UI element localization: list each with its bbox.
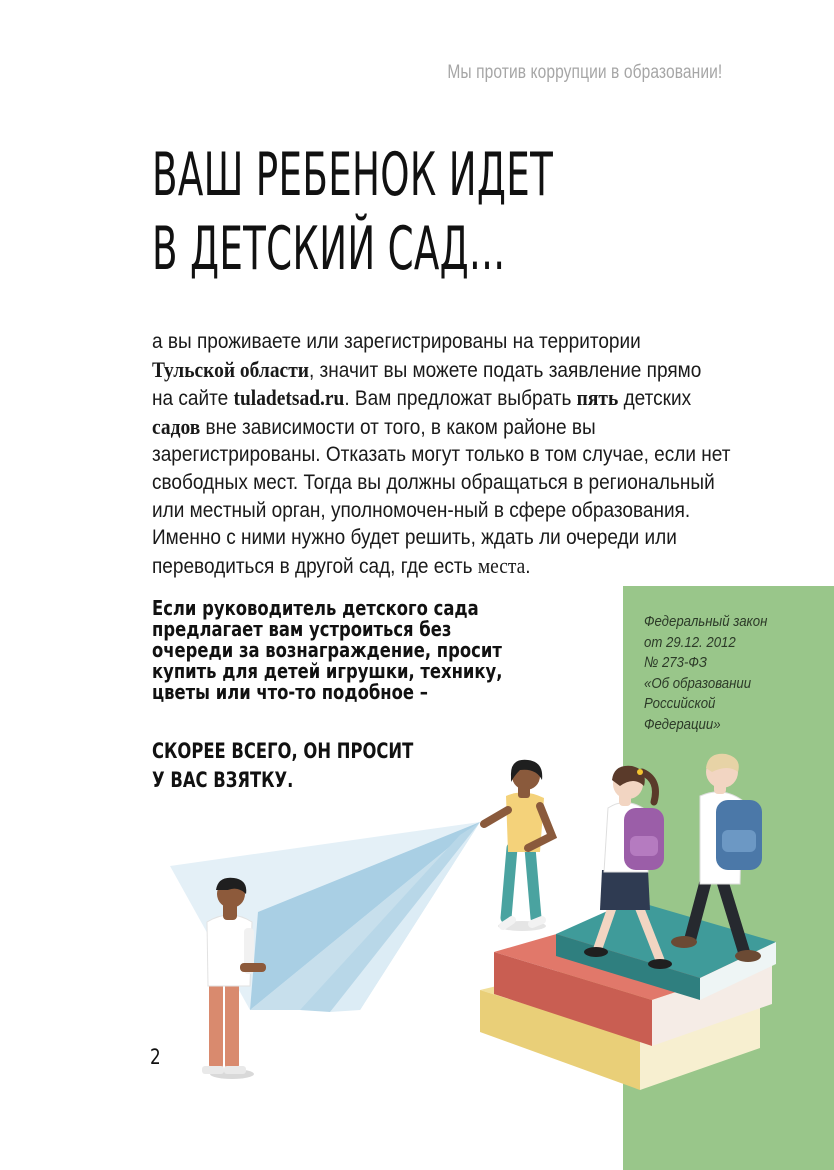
law-note-line: Федеральный закон: [644, 613, 768, 630]
law-note-line: «Об образовании: [644, 674, 752, 692]
page-title-line-1: ВАШ РЕБЕНОК ИДЕТ: [152, 140, 554, 210]
intro-line: [152, 384, 701, 413]
boy-left: [202, 878, 266, 1079]
warning-line: купить для детей игрушки, технику,: [152, 659, 503, 683]
page-title-line-2: В ДЕТСКИЙ САД...: [152, 214, 506, 284]
intro-paragraph: [152, 328, 731, 580]
intro-text: детских: [618, 386, 692, 411]
law-note-line: Федерации»: [644, 715, 721, 733]
warning-line: предлагает вам устроиться без: [152, 617, 452, 641]
verdict-heading: [152, 737, 413, 795]
header-tagline: Мы против коррупции в образовании!: [447, 62, 722, 83]
intro-line: свободных мест. Тогда вы должны обращаться в региональный: [152, 469, 715, 494]
emphasis-places: места: [477, 552, 526, 578]
intro-line: а вы проживаете или зарегистрированы на территории: [152, 329, 641, 353]
emphasis-kindergartens: садов: [152, 413, 201, 439]
law-note-line: от 29.12. 2012: [644, 633, 736, 651]
intro-text: на сайте: [152, 386, 234, 411]
intro-line: [152, 413, 701, 442]
warning-line: очереди за вознаграждение, просит: [152, 638, 502, 662]
intro-line: или местный орган, уполномочен-ный в сфере образования.: [152, 497, 691, 522]
intro-text: , значит вы можете подать заявление прямо: [308, 357, 702, 382]
warning-line: Если руководитель детского сада: [152, 596, 479, 620]
page-title: [152, 138, 553, 286]
law-note-line: Российской: [644, 695, 716, 712]
law-note-line: № 273-ФЗ: [644, 654, 707, 671]
website-name: tuladetsad.ru: [233, 385, 345, 411]
intro-text: вне зависимости от того, в каком районе вы: [200, 414, 596, 439]
intro-line: [152, 552, 701, 581]
paper-airplane: [170, 822, 480, 1012]
intro-line: зарегистрированы. Отказать могут только в том случае, если нет: [152, 442, 731, 467]
verdict-line: У ВАС ВЗЯТКУ.: [152, 768, 294, 792]
intro-text: переводиться в другой сад, где есть: [152, 553, 478, 578]
emphasis-five: пять: [576, 385, 619, 411]
law-reference-note: [644, 612, 802, 735]
warning-line: цветы или что-то подобное –: [152, 680, 428, 704]
page-number: 2: [150, 1045, 161, 1069]
intro-text: .: [525, 553, 531, 578]
verdict-line: СКОРЕЕ ВСЕГО, ОН ПРОСИТ: [152, 739, 414, 763]
warning-paragraph: [152, 598, 502, 703]
intro-text: . Вам предложат выбрать: [344, 386, 577, 411]
region-name: Тульской области: [152, 356, 309, 382]
girl-yellow: [484, 760, 552, 931]
intro-line: Именно с ними нужно будет решить, ждать ли очереди или: [152, 525, 677, 550]
intro-line: [152, 356, 701, 385]
